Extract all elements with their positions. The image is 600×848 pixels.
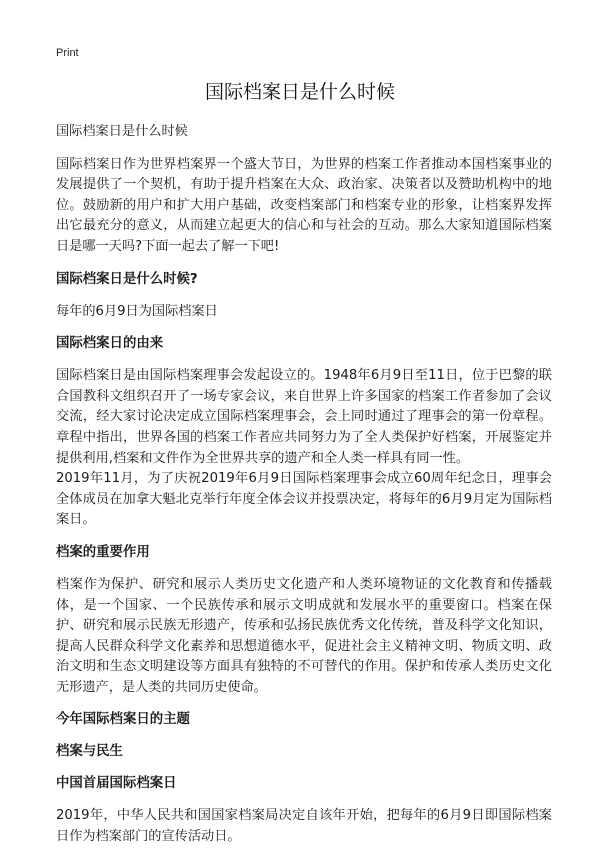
section-text-importance: 档案作为保护、研究和展示人类历史文化遗产和人类环境物证的文化教育和传播载体，是一个国家、一个民族传承和展示文明成就和发展水平的重要窗口。档案在保护、研究和展示民族无形遗产，传承和弘扬民族优秀文化传统，普及科学文化知识，提高人民群众科学文化素养和思想道德水平，促进社会主义精神文明、物质文明、政治文明和生态文明建设等方面具有独特的不可替代的作用。保护和传承人类历史文化无形遗产，是人类的共同历史使命。 (56, 576, 552, 695)
section-heading-theme: 今年国际档案日的主题 (56, 712, 190, 728)
section-heading-livelihood: 档案与民生 (56, 744, 123, 760)
article-subtitle: 国际档案日是什么时候 (56, 124, 188, 139)
section-text-origin-1: 国际档案日是由国际档案理事会发起设立的。1948年6月9日至11日，位于巴黎的联合国教科文组织召开了一场专家会议，来自世界上许多国家的档案工作者参加了会议交流，经大家讨论决定成立国际档案理事会，会上同时通过了理事会的第一份章程。章程中指出，世界各国的档案工作者应共同努力为了全人类保护好档案，开展鉴定并提供利用,档案和文件作为全世界共享的遗产和全人类一样具有同一性。 (56, 368, 552, 466)
section-heading-when: 国际档案日是什么时候? (56, 271, 198, 287)
intro-paragraph: 国际档案日作为世界档案界一个盛大节日，为世界的档案工作者推动本国档案事业的发展提供了一个契机，有助于提升档案在大众、政治家、决策者以及赞助机构中的地位。鼓励新的用户和扩大用户基础，改变档案部门和档案专业的形象，让档案界发挥出它最充分的意义，从而建立起更大的信心和与社会的互动。那么大家知道国际档案日是哪一天吗?下面一起去了解一下吧! (56, 156, 552, 254)
article-body (56, 122, 552, 848)
section-heading-importance: 档案的重要作用 (56, 544, 150, 560)
section-text-first-china: 2019年，中华人民共和国国家档案局决定自该年开始，把每年的6月9日即国际档案日作为档案部门的宣传活动日。 (56, 808, 552, 845)
section-heading-origin: 国际档案日的由来 (56, 336, 164, 352)
page-title: 国际档案日是什么时候 (204, 81, 395, 103)
section-text-when: 每年的6月9日为国际档案日 (56, 303, 218, 319)
print-link[interactable]: Print (56, 47, 79, 59)
section-heading-first-china: 中国首届国际档案日 (56, 776, 177, 792)
section-text-origin-2: 2019年11月，为了庆祝2019年6月9日国际档案理事会成立60周年纪念日，理事会全体成员在加拿大魁北克举行年度全体会议并投票决定，将每年的6月9月定为国际档案日。 (56, 471, 552, 528)
